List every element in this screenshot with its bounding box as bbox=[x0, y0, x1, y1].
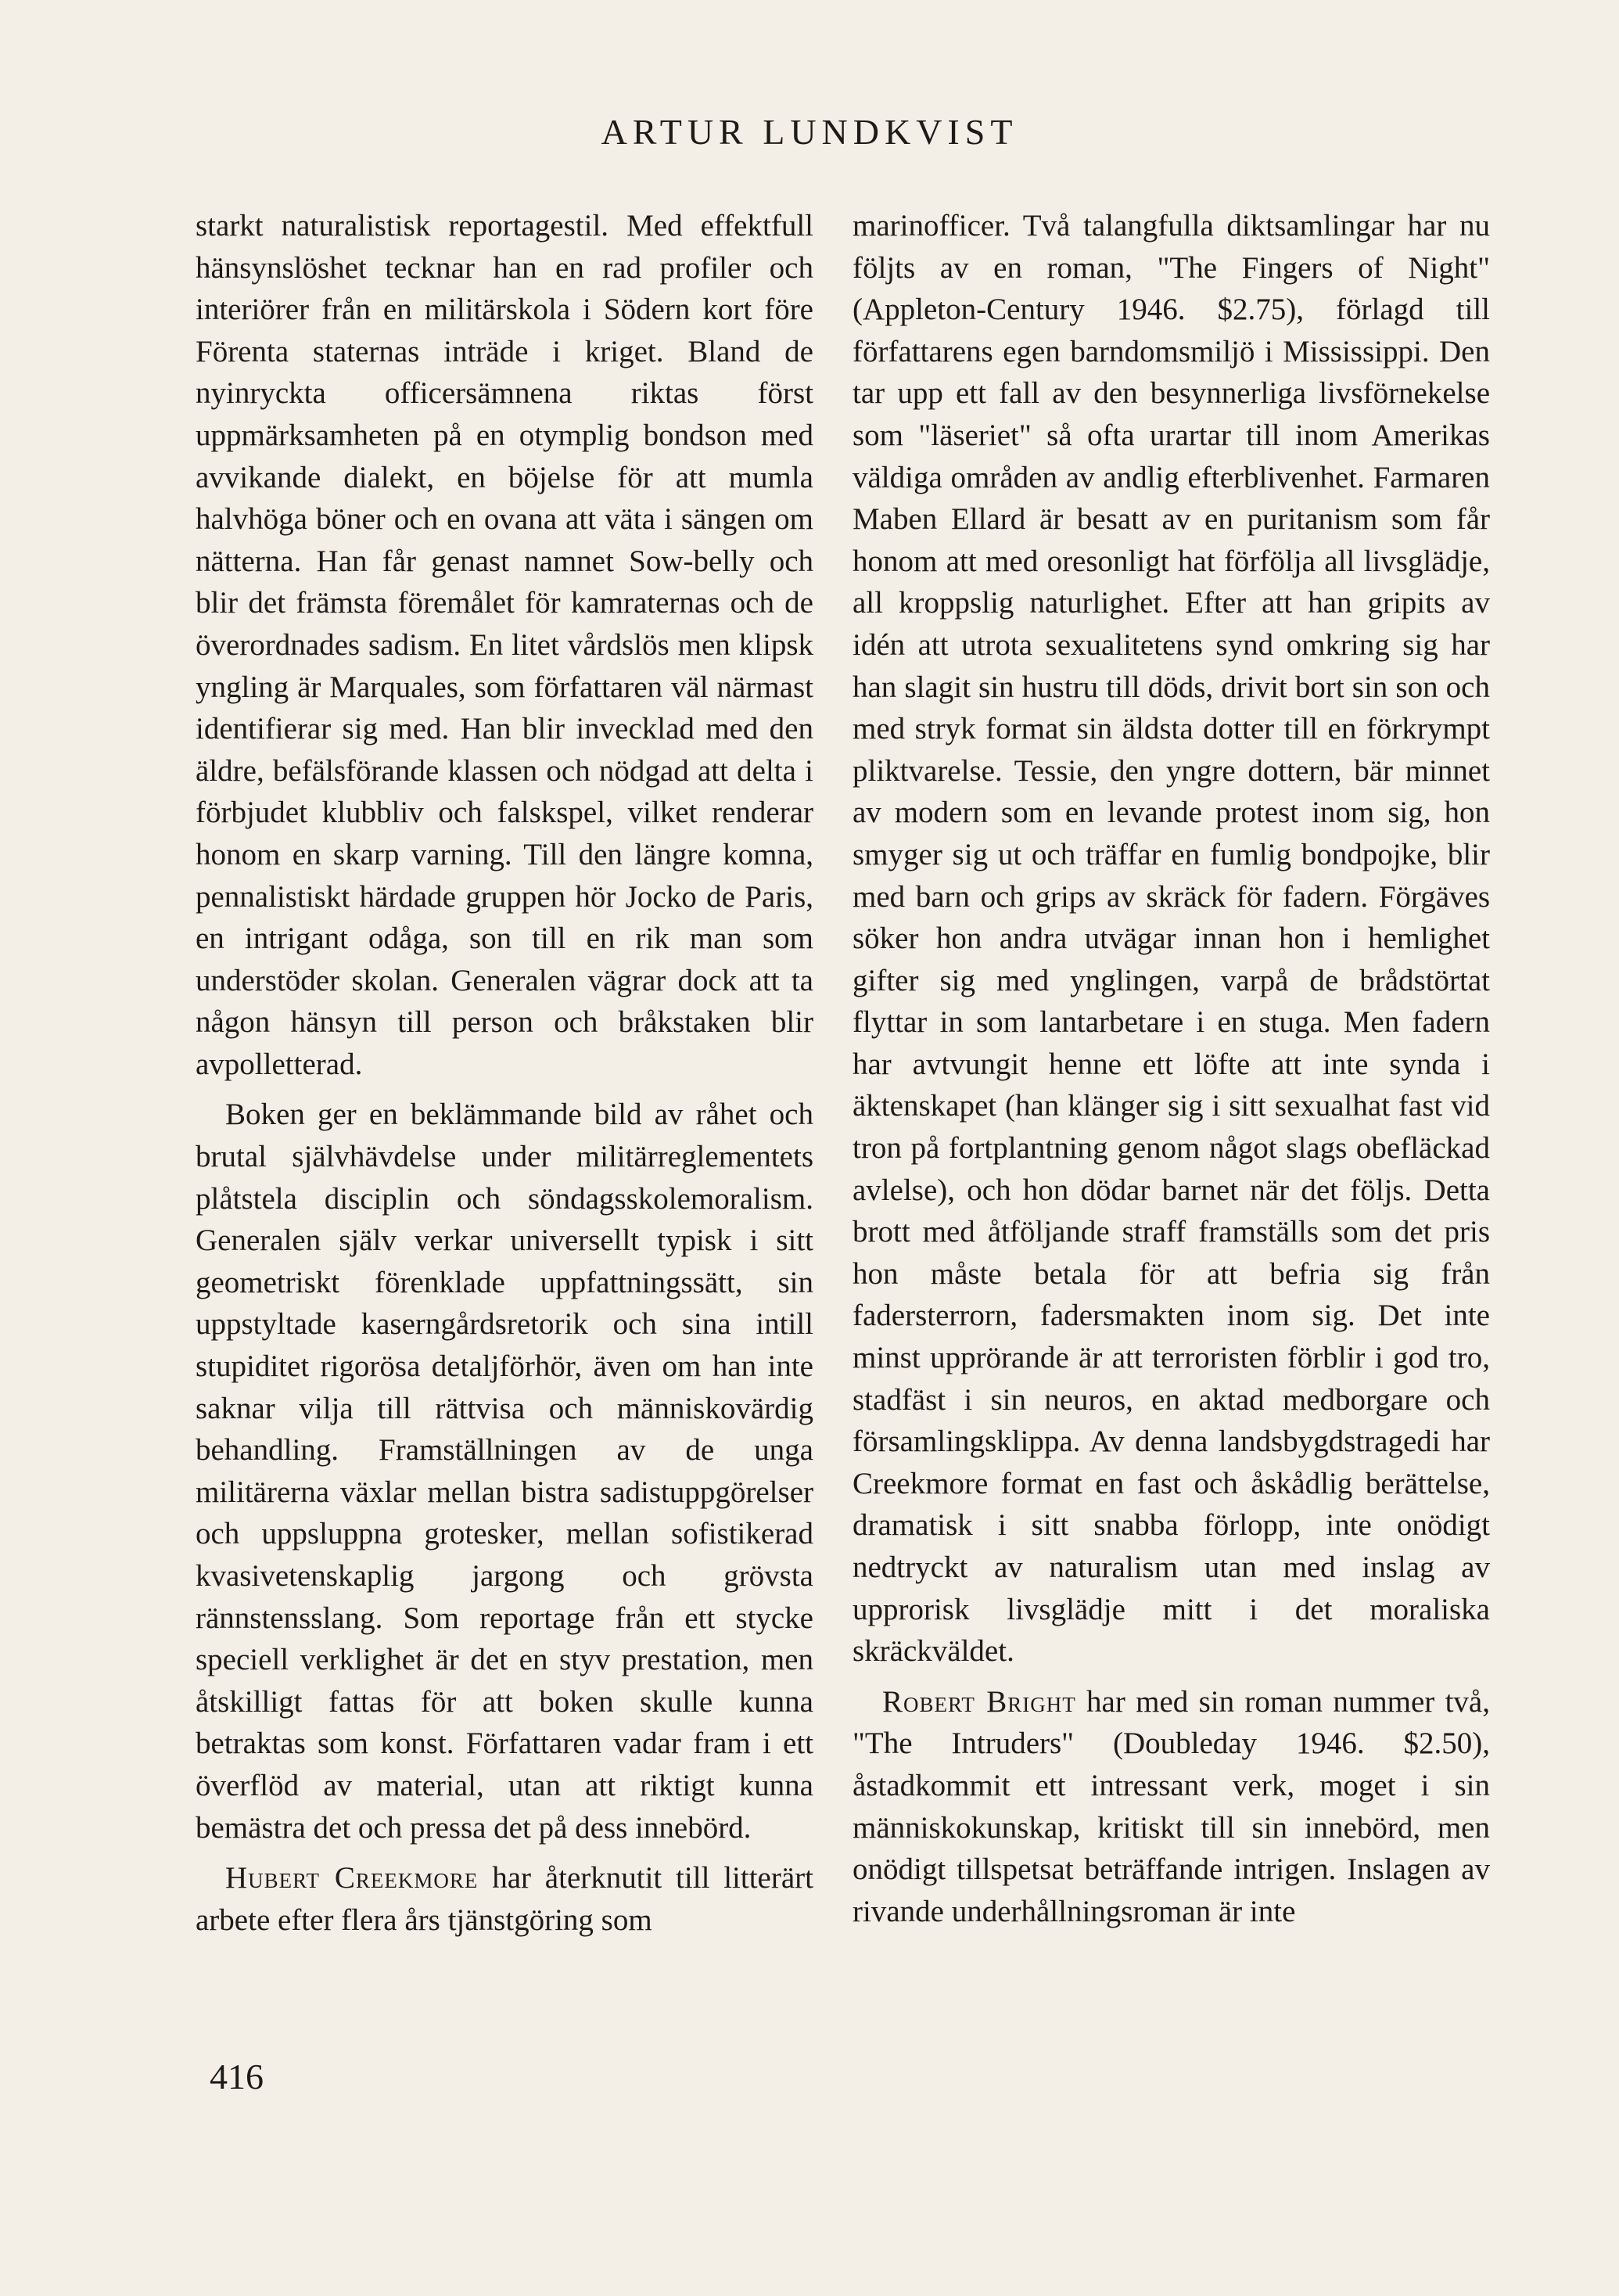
paragraph bbox=[196, 1857, 813, 1941]
left-column bbox=[196, 205, 813, 1941]
running-title: ARTUR LUNDKVIST bbox=[601, 112, 1018, 152]
paragraph bbox=[853, 1681, 1490, 1933]
paragraph-text: har återknutit till litterärt arbete efter flera års tjänstgöring som bbox=[196, 1861, 813, 1937]
right-column bbox=[853, 205, 1490, 1932]
page-number: 416 bbox=[210, 2057, 264, 2097]
paragraph: marinofficer. Två talangfulla diktsamlingar har nu följts av en roman, "The Fingers of Night" (Appleton-Century 1946. $2.75), förlagd till författarens egen barndomsmiljö i Mississippi. Den tar upp ett fall av den besynnerliga livsförnekelse som "läseriet" så ofta urartar till inom Amerikas väldiga områden av andlig efterblivenhet. Farmaren Maben Ellard är besatt av en puritanism som får honom att med oresonligt hat förfölja all livsglädje, all kroppslig naturlighet. Efter att han gripits av idén att utrota sexualitetens synd omkring sig har han slagit sin hustru till döds, drivit bort sin son och med stryk format sin äldsta dotter till en förkrympt pliktvarelse. Tessie, den yngre dottern, bär minnet av modern som en levande protest inom sig, hon smyger sig ut och träffar en fumlig bondpojke, blir med barn och grips av skräck för fadern. Förgäves söker hon andra utvägar innan hon i hemlighet gifter sig med ynglingen, varpå de brådstörtat flyttar in som lantarbetare i en stuga. Men fadern har avtvungit henne ett löfte att inte synda i äktenskapet (han klänger sig i sitt sexualhat fast vid tron på fortplantning genom något slags obefläckad avlelse), och hon dödar barnet när det följs. Detta brott med åtföljande straff framställs som det pris hon måste betala för att befria sig från fadersterrorn, fadersmakten inom sig. Det inte minst upprörande är att terroristen förblir i god tro, stadfäst i sin neuros, en aktad medborgare och församlingsklippa. Av denna landsbygdstragedi har Creekmore format en fast och åskådlig berättelse, dramatisk i sitt snabba förlopp, inte onödigt nedtryckt av naturalism utan med inslag av upprorisk livsglädje mitt i det moraliska skräckväldet. bbox=[853, 209, 1490, 1669]
paragraph: starkt naturalistisk reportagestil. Med effektfull hänsynslöshet tecknar han en rad profiler och interiörer från en militärskola i Södern kort före Förenta staternas inträde i kriget. Bland de nyinryckta officersämnena riktas först uppmärksamheten på en otymplig bondson med avvikande dialekt, en böjelse för att mumla halvhöga böner och en ovana att väta i sängen om nätterna. Han får genast namnet Sow-belly och blir det främsta föremålet för kamraternas och de överordnades sadism. En litet vårdslös men klipsk yngling är Marquales, som författaren väl närmast identifierar sig med. Han blir invecklad med den äldre, befälsförande klassen och nödgad att delta i förbjudet klubbliv och falskspel, vilket renderar honom en skarp varning. Till den längre komna, pennalistiskt härdade gruppen hör Jocko de Paris, en intrigant odåga, son till en rik man som understöder skolan. Generalen vägrar dock att ta någon hänsyn till person och bråkstaken blir avpolletterad. bbox=[196, 209, 813, 1081]
author-name: Robert Bright bbox=[882, 1684, 1076, 1719]
author-name: Hubert Creekmore bbox=[225, 1861, 479, 1895]
paragraph: Boken ger en beklämmande bild av råhet och brutal självhävdelse under militärreglementets plåtstela disciplin och söndagsskolemoralism. Generalen själv verkar universellt typisk i sitt geometriskt förenklade uppfattningssätt, sin uppstyltade kaserngårdsretorik och sina intill stupiditet rigorösa detaljförhör, även om han inte saknar vilja till rättvisa och människovärdig behandling. Framställningen av de unga militärerna växlar mellan bistra sadistuppgörelser och uppsluppna grotesker, mellan sofistikerad kvasivetenskaplig jargong och grövsta rännstensslang. Som reportage från ett stycke speciell verklighet är det en styv prestation, men åtskilligt fattas för att boken skulle kunna betraktas som konst. Författaren vadar fram i ett överflöd av material, utan att riktigt kunna bemästra det och pressa det på dess innebörd. bbox=[196, 1098, 813, 1845]
paragraph-text: har med sin roman nummer två, "The Intruders" (Doubleday 1946. $2.50), åstadkommit ett intressant verk, moget i sin människokunskap, kritiskt till sin innebörd, men onödigt tillspetsat beträffande intrigen. Inslagen av rivande underhållningsroman är inte bbox=[853, 1684, 1490, 1928]
